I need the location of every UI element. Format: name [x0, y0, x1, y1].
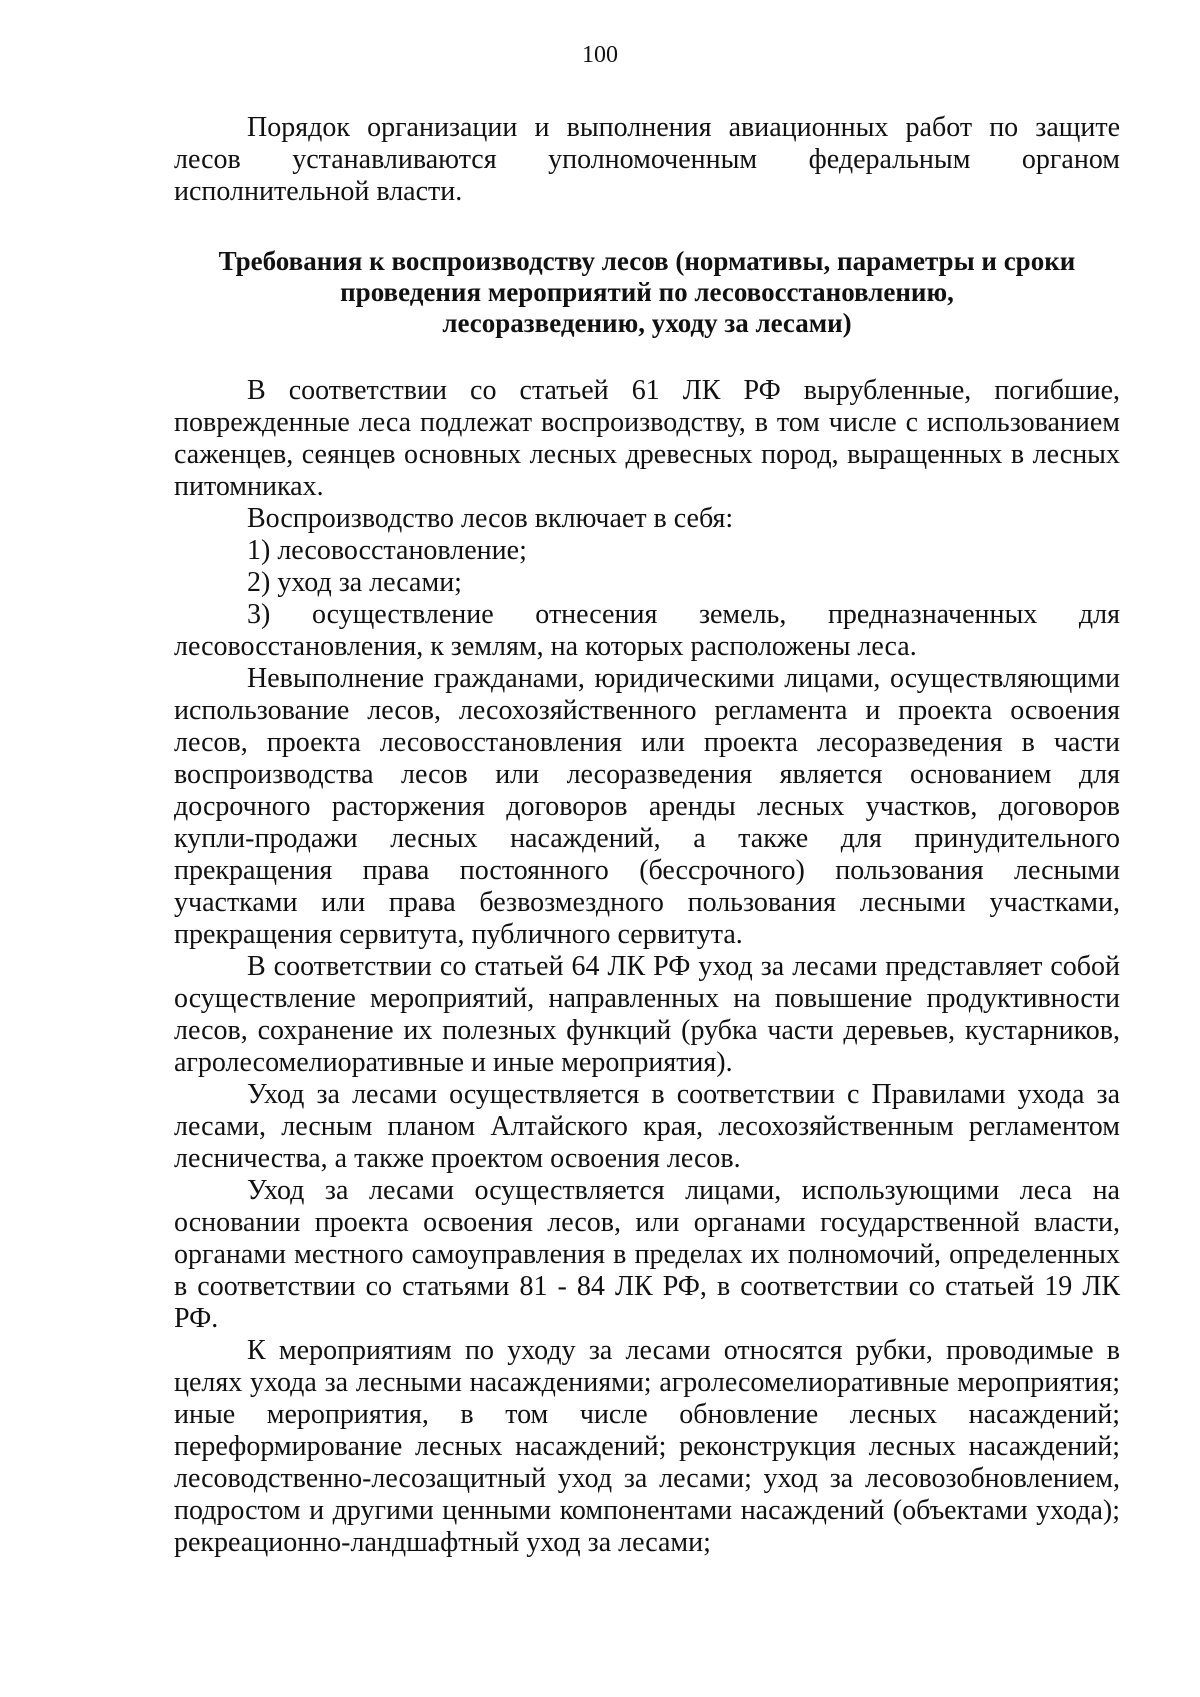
- section-heading-line-3: лесоразведению, уходу за лесами): [442, 308, 852, 338]
- paragraph-care-performers: Уход за лесами осуществляется лицами, использующими леса на основании проекта освоения лесов, или органами государственной власти, органами местного самоуправления в пределах их полномочий, определенных в соответствии со статьями 81 - 84 ЛК РФ, в соответствии со статьей 19 ЛК РФ.: [174, 1175, 1120, 1334]
- page-number: 100: [582, 42, 618, 68]
- list-item-2: 2) уход за лесами;: [247, 567, 462, 598]
- paragraph-article-61: В соответствии со статьей 61 ЛК РФ вырубленные, погибшие, поврежденные леса подлежат воспроизводству, в том числе с использованием саженцев, сеянцев основных лесных древесных пород, выращенных в лесных питомниках.: [174, 375, 1120, 502]
- list-item-3: 3) осуществление отнесения земель, предназначенных для лесовосстановления, к землям, на которых расположены леса.: [174, 599, 1120, 662]
- paragraph-care-rules: Уход за лесами осуществляется в соответствии с Правилами ухода за лесами, лесным планом Алтайского края, лесохозяйственным регламентом лесничества, а также проектом освоения лесов.: [174, 1079, 1120, 1174]
- paragraph-reproduction-includes: Воспроизводство лесов включает в себя:: [247, 503, 734, 534]
- section-heading-line-1: Требования к воспроизводству лесов (нормативы, параметры и сроки: [218, 246, 1076, 276]
- section-heading: [174, 246, 1120, 339]
- paragraph-care-measures: К мероприятиям по уходу за лесами относятся рубки, проводимые в целях ухода за лесными насаждениями; агролесомелиоративные мероприятия; иные мероприятия, в том числе обновление лесных насаждений; переформирование лесных насаждений; реконструкция лесных насаждений; лесоводственно-лесозащитный уход за лесами; уход за лесовозобновлением, подростом и другими ценными компонентами насаждений (объектами ухода); рекреационно-ландшафтный уход за лесами;: [174, 1335, 1120, 1558]
- paragraph-non-compliance: Невыполнение гражданами, юридическими лицами, осуществляющими использование лесов, лесохозяйственного регламента и проекта освоения лесов, проекта лесовосстановления или проекта лесоразведения в части воспроизводства лесов или лесоразведения является основанием для досрочного расторжения договоров аренды лесных участков, договоров купли-продажи лесных насаждений, а также для принудительного прекращения права постоянного (бессрочного) пользования лесными участками или права безвозмездного пользования лесными участками, прекращения сервитута, публичного сервитута.: [174, 663, 1120, 950]
- paragraph-article-64: В соответствии со статьей 64 ЛК РФ уход за лесами представляет собой осуществление мероприятий, направленных на повышение продуктивности лесов, сохранение их полезных функций (рубка части деревьев, кустарников, агролесомелиоративные и иные мероприятия).: [174, 951, 1120, 1078]
- list-item-1: 1) лесовосстановление;: [247, 535, 527, 566]
- document-body: [174, 112, 1120, 1559]
- section-heading-line-2: проведения мероприятий по лесовосстановлению,: [340, 277, 954, 307]
- intro-paragraph: Порядок организации и выполнения авиационных работ по защите лесов устанавливаются уполномоченным федеральным органом исполнительной власти.: [174, 112, 1120, 207]
